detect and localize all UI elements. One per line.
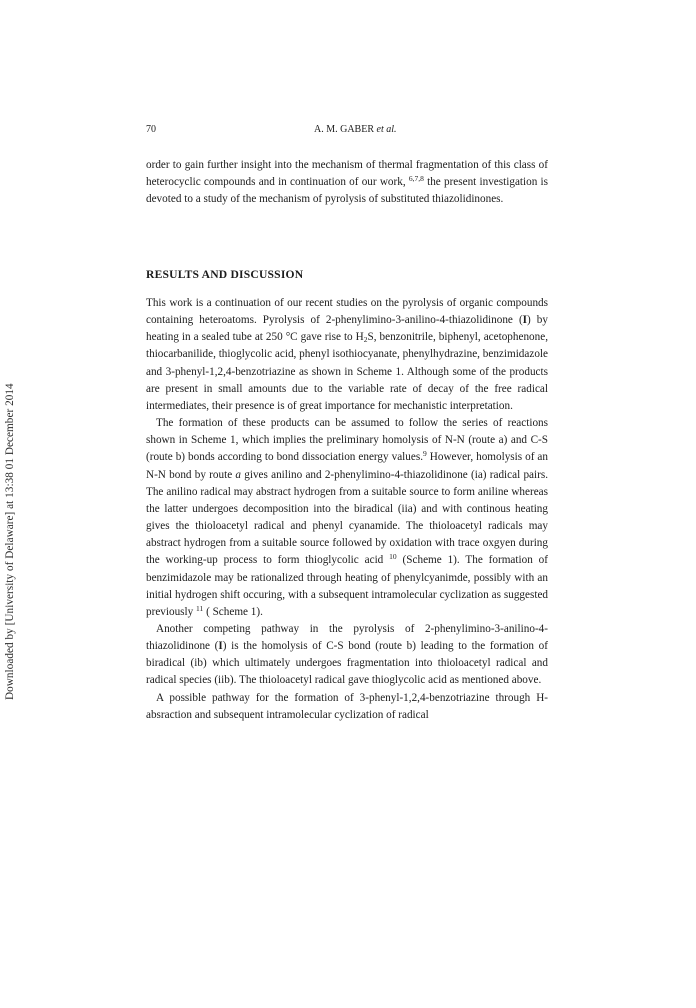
citation-10: 10 — [389, 552, 397, 562]
intro-text-block — [146, 157, 548, 208]
subscript-2: 2 — [363, 335, 368, 345]
p2-text-4: (Scheme 1). The formation of benzimidazole may be rationalized through heating of phenylcyanimde, possibly with an initial hydrogen shift occuring, with a subsequent intramolecular cyclization as suggested previously — [146, 554, 548, 618]
citation-6-7-8: 6,7,8 — [408, 174, 424, 184]
p2-text-3: gives anilino and 2-phenylimino-4-thiazolidinone (ia) radical pairs. The anilino radical may abstract hydrogen from a suitable source to form aniline whereas the latter undergoes decomposition into the biradical (iia) and with continous heating gives the thioloacetyl radical and phenyl cyanamide. The thioloacetyl radicals may abstract hydrogen from a suitable source followed by oxidation with trace oxgyen during the working-up process to form thioglycolic acid — [146, 468, 548, 567]
running-head-authors: A. M. GABER — [314, 124, 375, 135]
p1-text-3: S, benzonitrile, biphenyl, acetophenone, thiocarbanilide, thioglycolic acid, phenyl isothiocyanate, phenylhydrazine, benzimidazole and 3-phenyl-1,2,4-benzotriazine as shown in Scheme 1. Although some of the products are present in small amounts due to the variable rate of decay of the free radical intermediates, their presence is of great importance for mechanistic interpretation. — [146, 331, 548, 412]
citation-9: 9 — [423, 449, 427, 459]
citation-11: 11 — [196, 603, 204, 613]
paragraph-3 — [146, 621, 548, 690]
p2-text-5: ( Scheme 1). — [203, 605, 263, 618]
p1-text-1: This work is a continuation of our recent studies on the pyrolysis of organic compounds containing heteroatoms. Pyrolysis of 2-phenylimino-3-anilino-4-thiazolidinone ( — [146, 297, 548, 327]
p3-text-1: Another competing pathway in the pyrolysis of 2-phenylimino-3-anilino-4-thiazolidinone ( — [146, 622, 548, 653]
download-watermark — [2, 320, 22, 700]
intro-text-2: the present investigation is devoted to a study of the mechanism of pyrolysis of substituted thiazolidinones. — [146, 176, 548, 206]
running-head — [314, 124, 397, 135]
compound-label-2: I — [218, 640, 223, 653]
intro-paragraph — [146, 157, 548, 208]
results-text-block — [146, 295, 548, 724]
p2-text-1: The formation of these products can be assumed to follow the series of reactions shown in Scheme 1, which implies the preliminary homolysis of N-N (route a) and C-S (route b) bonds according to bond dissociation energy values. — [146, 417, 548, 464]
route-label-a: a — [235, 468, 242, 481]
paragraph-1 — [146, 295, 548, 415]
p1-text-2: ) by heating in a sealed tube at 250 °C gave rise to H — [146, 314, 548, 344]
page-number: 70 — [146, 124, 156, 135]
paragraph-2 — [146, 415, 548, 621]
intro-text-1: order to gain further insight into the mechanism of thermal fragmentation of this class of heterocyclic compounds and in continuation of our work, — [146, 159, 548, 189]
p3-text-2: ) is the homolysis of C-S bond (route b) leading to the formation of biradical (ib) which ultimately undergoes fragmentation into thioloacetyl radical and radical species (iib). The thioloacetyl radical gave thioglycolic acid as mentioned above. — [146, 640, 548, 687]
running-head-etal: et al. — [376, 124, 397, 135]
compound-label-1: I — [522, 314, 528, 327]
p2-text-2: However, homolysis of an N-N bond by route — [146, 451, 548, 481]
watermark-text: Downloaded by [University of Delaware] at 13:38 01 December 2014 — [4, 383, 16, 700]
section-heading: RESULTS AND DISCUSSION — [146, 268, 304, 281]
paragraph-4: A possible pathway for the formation of 3-phenyl-1,2,4-benzotriazine through H-absraction and subsequent intramolecular cyclization of radical — [146, 691, 548, 721]
page-header — [146, 124, 548, 138]
